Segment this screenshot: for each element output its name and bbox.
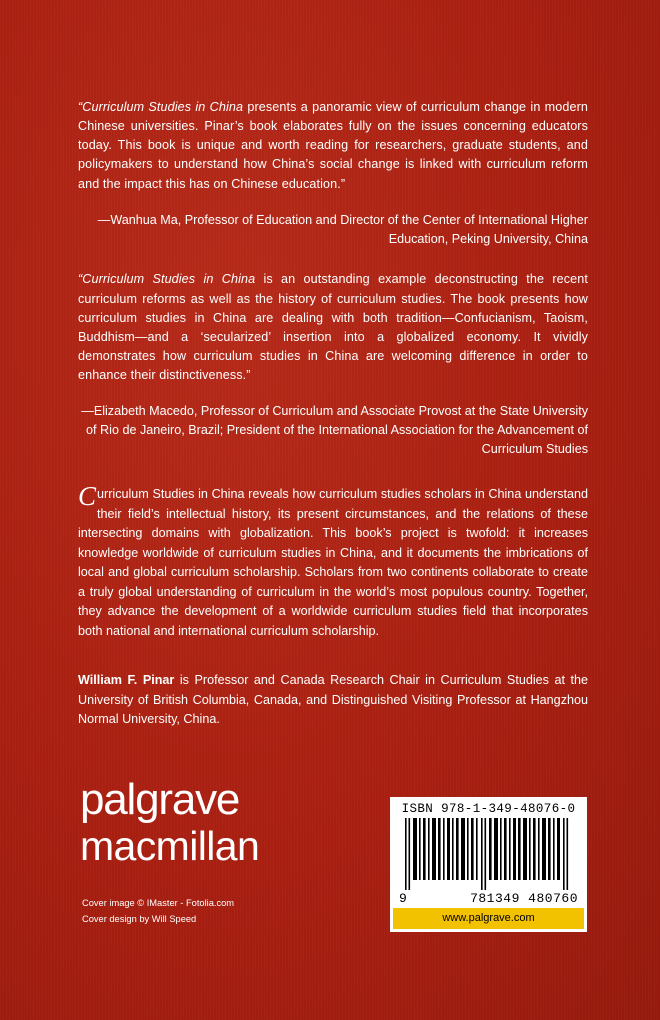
barcode-block	[390, 797, 587, 910]
blurb-quote-2	[78, 270, 588, 385]
book-description	[78, 481, 588, 641]
blurb-2-title: “Curriculum Studies in China	[78, 272, 256, 287]
isbn-text: ISBN 978-1-349-48076-0	[401, 802, 576, 816]
publisher-url[interactable]: www.palgrave.com	[390, 908, 587, 932]
author-bio-text: is Professor and Canada Research Chair in Curriculum Studies at the University of British Columbia, Canada, and Distinguished Visiting Professor at Hangzhou Normal University, China.	[78, 673, 589, 727]
blurb-attribution-1: —Wanhua Ma, Professor of Education and Director of the Center of International Higher Education, Peking University, China	[97, 212, 588, 246]
barcode-digit-right: 781349 480760	[470, 891, 578, 906]
blurb-1-title: “Curriculum Studies in China	[78, 100, 244, 114]
barcode-bars-icon	[397, 818, 580, 890]
publisher-logo-line-1: palgrave	[80, 775, 240, 824]
cover-text-block	[78, 98, 588, 730]
cover-image-credit: Cover image © IMaster - Fotolia.com	[82, 898, 235, 908]
publisher-logo	[80, 775, 260, 870]
barcode-digits	[397, 890, 580, 906]
author-bio	[78, 671, 588, 730]
description-title: urriculum Studies in China	[97, 487, 245, 501]
drop-cap: C	[78, 481, 97, 511]
spacer	[78, 248, 588, 270]
blurb-2-body: is an outstanding example deconstructing the recent curriculum reforms as well as the history of curriculum studies. The book presents how curriculum studies in China are dealing with both tradition—Confucianism, Taoism, Buddhism—and a ‘secularized’ insertion into a globalized economy. It vividly demonstrates how curriculum studies in China are welcoming difference in order to enhance their distinctiveness.”	[78, 272, 588, 383]
barcode-digit-left: 9	[399, 891, 408, 906]
description-body: reveals how curriculum studies scholars in China understand their field’s intellectual history, its present circumstances, and the relations of these intersecting domains with globalization. This book’s project is twofold: it increases knowledge worldwide of curriculum studies in China, and it documents the imbrications of local and global curriculum scholarship. Scholars from two continents collaborate to create a truly global understanding of curriculum in the world’s most populous country. Together, they advance the development of a worldwide curriculum studies field that incorporates both national and international curriculum scholarship.	[78, 487, 588, 638]
blurb-attribution-2: —Elizabeth Macedo, Professor of Curriculum and Associate Provost at the State University of Rio de Janeiro, Brazil; President of the International Association for the Advancement of Curriculum Studies	[81, 404, 588, 457]
cover-credits	[82, 896, 234, 928]
blurb-1-body: presents a panoramic view of curriculum change in modern Chinese universities. Pinar’s book elaborates fully on the issues concerning educators today. This book is unique and worth reading for researchers, graduate students, and policymakers to understand how China’s social change is linked with curriculum reform and the impact this has on Chinese education.”	[78, 100, 588, 191]
author-name: William F. Pinar	[78, 673, 175, 688]
cover-design-credit: Cover design by Will Speed	[82, 913, 197, 924]
blurb-quote-1	[78, 98, 588, 194]
publisher-logo-line-2: macmillan	[80, 823, 260, 869]
